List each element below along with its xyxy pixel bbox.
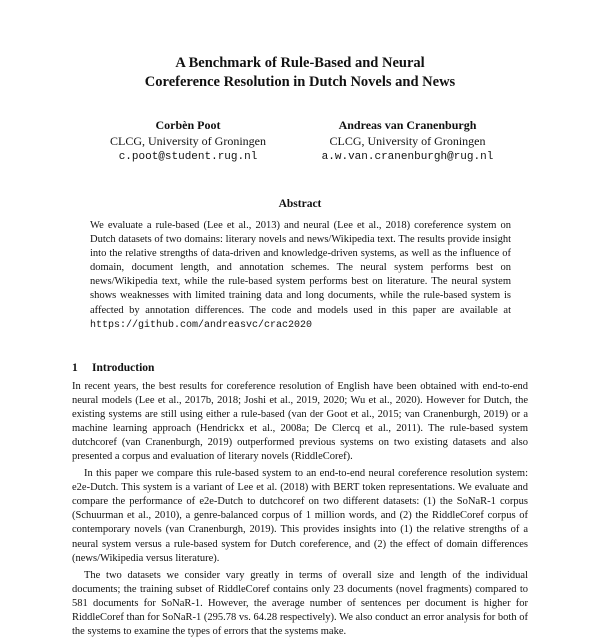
author-email: c.poot@student.rug.nl <box>118 151 258 163</box>
section-heading-introduction <box>72 362 154 374</box>
paragraph: In this paper we compare this rule-based system to an end-to-end neural coreference resolution system: e2e-Dutch. This system is a variant of Lee et al. (2018) with BERT token representations. We evaluate and compare the performance of e2e-Dutch to dutchcoref on two different datasets: (1) the SoNaR-1 corpus (Schuurman et al., 2010), a genre-balanced corpus of 1 million words, and (2) the RiddleCoref corpus of contemporary novels (van Cranenburgh, 2019). This provides insights into (1) the relative strengths of a neural system versus a rule-based system for Dutch coreference, and (2) the effect of domain differences (news/Wikipedia versus literature). <box>72 468 528 564</box>
paragraph: In recent years, the best results for coreference resolution of English have been obtained with end-to-end neural models (Lee et al., 2017b, 2018; Joshi et al., 2019, 2020; Wu et al., 2020). However for Dutch, the existing systems are still using either a rule-based (van der Goot et al., 2015; van Cranenburgh, 2019) or a machine learning approach (Hendrickx et al., 2008a; De Clercq et al., 2011). The rule-based system dutchcoref (van Cranenburgh, 2019) outperformed previous systems on two existing datasets and also presented a corpus and evaluation of literary novels (RiddleCoref). <box>72 381 528 463</box>
abstract-text: We evaluate a rule-based (Lee et al., 2013) and neural (Lee et al., 2018) coreference system on Dutch datasets of two domains: literary novels and news/Wikipedia text. The results provide insight into the relative strengths of data-driven and knowledge-driven systems, as well as the influence of domain, document length, and annotation schemes. The neural system performs best on news/Wikipedia text, while the rule-based system performs best on literature. The neural system shows weaknesses with limited training data and long documents, while the rule-based system is affected by annotation differences. The code and models used in this paper are available at <box>90 220 511 316</box>
title-line-2: Coreference Resolution in Dutch Novels and News <box>144 74 456 90</box>
author-email: a.w.van.cranenburgh@rug.nl <box>321 151 494 163</box>
introduction-body <box>72 380 528 642</box>
section-title: Introduction <box>92 362 155 374</box>
code-url-link[interactable]: https://github.com/andreasvc/crac2020 <box>90 319 313 331</box>
abstract-body <box>90 219 511 333</box>
author-block-2 <box>305 117 510 165</box>
author-name: Corbèn Poot <box>155 118 221 132</box>
author-block-1 <box>88 117 288 165</box>
title-line-1: A Benchmark of Rule-Based and Neural <box>175 55 425 71</box>
author-affiliation: CLCG, University of Groningen <box>110 134 266 148</box>
paper-title <box>0 54 600 92</box>
abstract-heading: Abstract <box>278 198 322 210</box>
section-number: 1 <box>72 362 78 374</box>
paragraph: The two datasets we consider vary greatly in terms of overall size and length of the individual documents; the training subset of RiddleCoref contains only 23 documents (novel fragments) compared to 581 documents for SoNaR-1. However, the average number of sentences per document is higher for RiddleCoref than for SoNaR-1 (295.78 vs. 64.28 respectively). We also conduct an error analysis for both of the systems to examine the types of errors that the systems make. <box>72 569 528 637</box>
author-affiliation: CLCG, University of Groningen <box>329 134 486 148</box>
author-name: Andreas van Cranenburgh <box>338 118 477 132</box>
